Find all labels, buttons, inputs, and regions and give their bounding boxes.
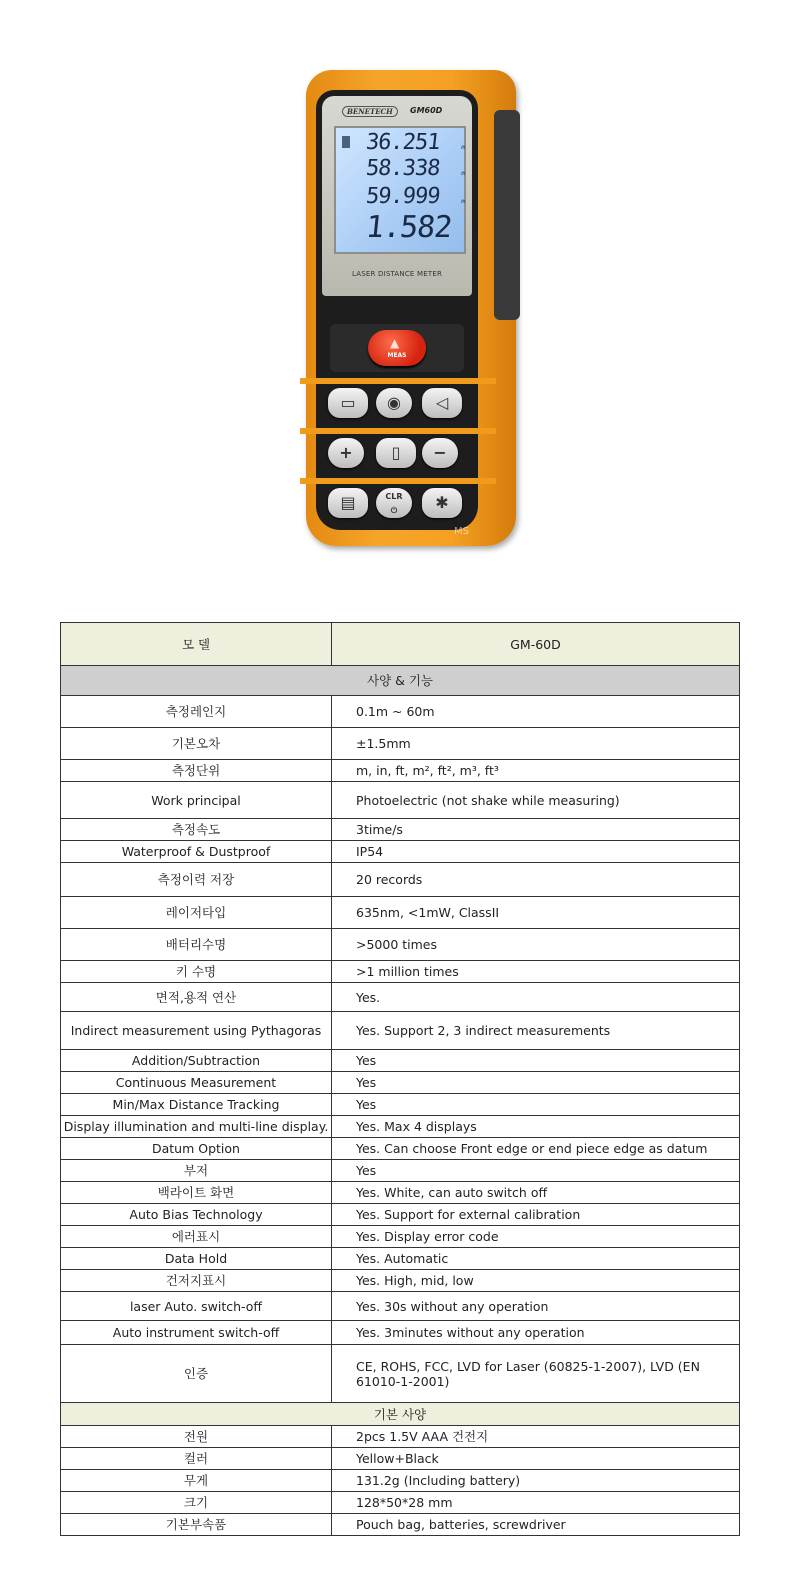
spec-value: Yes — [332, 1050, 740, 1072]
table-row — [61, 897, 740, 929]
table-row — [61, 1072, 740, 1094]
minus-key-icon: − — [422, 438, 458, 468]
table-row — [61, 1448, 740, 1470]
spec-label: 면적,용적 연산 — [61, 983, 332, 1012]
spec-value: IP54 — [332, 841, 740, 863]
table-row — [61, 1094, 740, 1116]
spec-value: Yes — [332, 1160, 740, 1182]
section-basic-title: 기본 사양 — [61, 1403, 740, 1426]
spec-label: 측정이력 저장 — [61, 863, 332, 897]
table-row — [61, 1270, 740, 1292]
spec-value: 635nm, <1mW, ClassII — [332, 897, 740, 929]
section-features-title: 사양 & 기능 — [61, 666, 740, 696]
spec-label: 전원 — [61, 1426, 332, 1448]
table-row — [61, 961, 740, 983]
table-row — [61, 1182, 740, 1204]
spec-value: ±1.5mm — [332, 728, 740, 760]
spec-table — [60, 622, 740, 1536]
spec-label: Datum Option — [61, 1138, 332, 1160]
spec-value: 128*50*28 mm — [332, 1492, 740, 1514]
lcd-reading-4: 1.582 m — [364, 210, 477, 245]
spec-value: >1 million times — [332, 961, 740, 983]
spec-value: Yes — [332, 1094, 740, 1116]
spec-value: Yes. High, mid, low — [332, 1270, 740, 1292]
brand-logo: BENETECH — [342, 106, 398, 117]
plus-key-icon: + — [328, 438, 364, 468]
spec-label: Min/Max Distance Tracking — [61, 1094, 332, 1116]
table-row — [61, 1204, 740, 1226]
spec-label: Indirect measurement using Pythagoras — [61, 1012, 332, 1050]
laser-warning-icon: ▲ — [390, 336, 400, 350]
angle-key-icon: ◁ — [422, 388, 462, 418]
spec-label: 백라이트 화면 — [61, 1182, 332, 1204]
spec-label: laser Auto. switch-off — [61, 1292, 332, 1321]
spec-value: Yes. 30s without any operation — [332, 1292, 740, 1321]
table-row — [61, 1248, 740, 1270]
meas-panel — [330, 324, 464, 372]
table-row — [61, 1470, 740, 1492]
spec-value: Yes. Support 2, 3 indirect measurements — [332, 1012, 740, 1050]
clear-power-key: CLR ⏻ — [376, 488, 412, 518]
meas-button — [368, 330, 426, 366]
table-row — [61, 1226, 740, 1248]
spec-value: Yes. Can choose Front edge or end piece edge as datum — [332, 1138, 740, 1160]
screen-frame — [322, 96, 477, 296]
table-row — [61, 1492, 740, 1514]
lcd-display — [334, 126, 477, 254]
lcd-reading-1: 36.251 m — [364, 130, 466, 155]
side-grip — [494, 110, 520, 320]
spec-value: Yes. 3minutes without any operation — [332, 1321, 740, 1345]
table-row — [61, 760, 740, 782]
table-row — [61, 1050, 740, 1072]
table-row — [61, 1292, 740, 1321]
spec-value: 3time/s — [332, 819, 740, 841]
spec-value: 0.1m ~ 60m — [332, 696, 740, 728]
spec-value: Photoelectric (not shake while measuring) — [332, 782, 740, 819]
spec-value: >5000 times — [332, 929, 740, 961]
device-caption: LASER DISTANCE METER — [351, 270, 443, 278]
table-row — [61, 983, 740, 1012]
spec-label: 건저지표시 — [61, 1270, 332, 1292]
spec-label: 배터리수명 — [61, 929, 332, 961]
lcd-reading-2: 58.338 m — [364, 156, 466, 181]
spec-label: Waterproof & Dustproof — [61, 841, 332, 863]
table-row — [61, 929, 740, 961]
spec-label: Auto Bias Technology — [61, 1204, 332, 1226]
spec-value: Yes. — [332, 983, 740, 1012]
spec-value: Yes. Automatic — [332, 1248, 740, 1270]
key-row-3 — [322, 484, 472, 524]
spec-label: Display illumination and multi-line display. — [61, 1116, 332, 1138]
table-row — [61, 1321, 740, 1345]
spec-value: Yes. Display error code — [332, 1226, 740, 1248]
device-model-label: GM60D — [410, 106, 443, 115]
spec-label: 측정속도 — [61, 819, 332, 841]
table-row — [61, 1138, 740, 1160]
key-row-1 — [322, 384, 472, 424]
meas-label: MEAS — [387, 352, 407, 359]
spec-value: Yes — [332, 1072, 740, 1094]
spec-label: Auto instrument switch-off — [61, 1321, 332, 1345]
spec-label: 크기 — [61, 1492, 332, 1514]
spec-value: 2pcs 1.5V AAA 건전지 — [332, 1426, 740, 1448]
device-body — [306, 70, 516, 546]
battery-icon — [342, 136, 350, 148]
spec-label: 에러표시 — [61, 1226, 332, 1248]
spec-label: 레이저타입 — [61, 897, 332, 929]
table-row — [61, 1160, 740, 1182]
table-row — [61, 1012, 740, 1050]
spec-label: 키 수명 — [61, 961, 332, 983]
spec-value: Yellow+Black — [332, 1448, 740, 1470]
key-row-2 — [322, 434, 472, 474]
spec-label: Continuous Measurement — [61, 1072, 332, 1094]
spec-value: 131.2g (Including battery) — [332, 1470, 740, 1492]
table-row — [61, 696, 740, 728]
device-face — [316, 90, 478, 530]
table-row — [61, 863, 740, 897]
spec-value: Pouch bag, batteries, screwdriver — [332, 1514, 740, 1536]
lcd-reading-3: 59.999 m — [364, 184, 466, 209]
spec-label: 인증 — [61, 1345, 332, 1403]
watermark: MS — [454, 526, 469, 537]
table-row — [61, 728, 740, 760]
table-row — [61, 1116, 740, 1138]
spec-label: 측정레인지 — [61, 696, 332, 728]
mode-key-icon: ◉ — [376, 388, 412, 418]
table-row — [61, 1426, 740, 1448]
model-value: GM-60D — [332, 623, 740, 666]
spec-label: 기본오차 — [61, 728, 332, 760]
spec-label: 컬러 — [61, 1448, 332, 1470]
spec-label: 측정단위 — [61, 760, 332, 782]
table-row — [61, 1345, 740, 1403]
spec-label: Data Hold — [61, 1248, 332, 1270]
spec-value: CE, ROHS, FCC, LVD for Laser (60825-1-2007), LVD (EN 61010-1-2001) — [332, 1345, 740, 1403]
spec-value: 20 records — [332, 863, 740, 897]
spec-value: m, in, ft, m², ft², m³, ft³ — [332, 760, 740, 782]
section-basic-row — [61, 1403, 740, 1426]
spec-label: Addition/Subtraction — [61, 1050, 332, 1072]
spec-label: 기본부속품 — [61, 1514, 332, 1536]
table-row — [61, 1514, 740, 1536]
table-row — [61, 782, 740, 819]
model-label: 모 델 — [61, 623, 332, 666]
spec-label: Work principal — [61, 782, 332, 819]
spec-value: Yes. White, can auto switch off — [332, 1182, 740, 1204]
area-key-icon: ▭ — [328, 388, 368, 418]
reference-key-icon: ▯ — [376, 438, 416, 468]
table-row — [61, 841, 740, 863]
product-image — [300, 70, 530, 550]
light-key-icon: ✱ — [422, 488, 462, 518]
memory-key-icon: ▤ — [328, 488, 368, 518]
spec-label: 무게 — [61, 1470, 332, 1492]
spec-value: Yes. Support for external calibration — [332, 1204, 740, 1226]
spec-label: 부저 — [61, 1160, 332, 1182]
model-row — [61, 623, 740, 666]
table-row — [61, 819, 740, 841]
spec-value: Yes. Max 4 displays — [332, 1116, 740, 1138]
section-features-row — [61, 666, 740, 696]
